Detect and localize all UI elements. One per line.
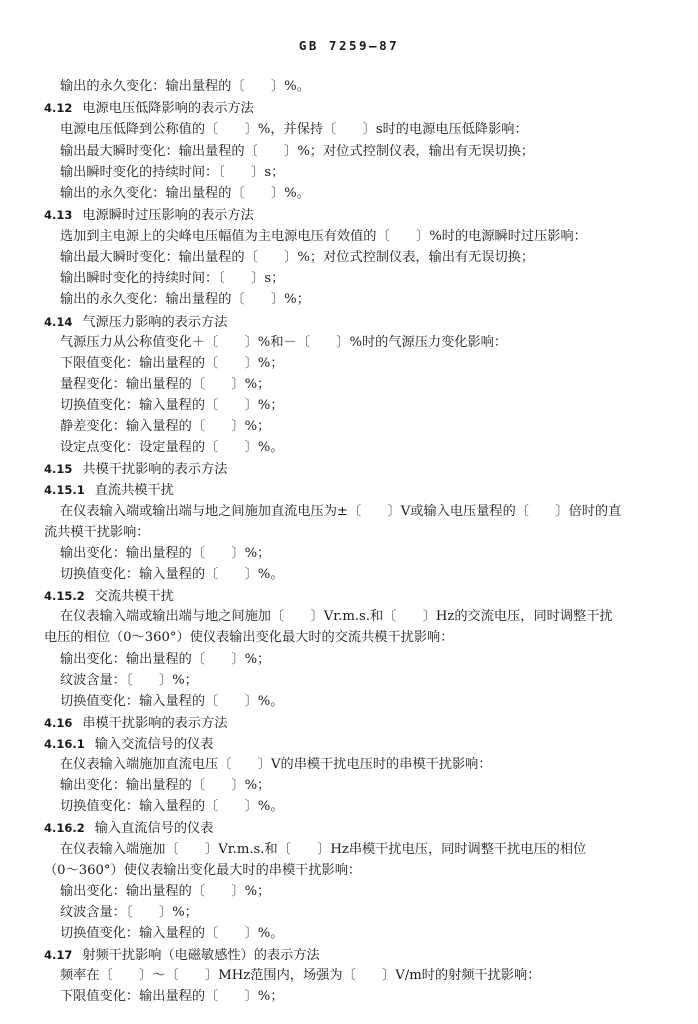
standard-header: GB 7259—87 bbox=[298, 38, 400, 53]
text-line: 输出瞬时变化的持续时间：〔 〕s； bbox=[60, 271, 285, 286]
text-line: 电压的相位（0～360°）使仪表输出变化最大时的交流共模干扰影响： bbox=[44, 630, 454, 645]
section-heading: 4.16 串模干扰影响的表示方法 bbox=[44, 716, 228, 731]
text-line: 下限值变化：输出量程的〔 〕%； bbox=[60, 356, 284, 371]
text-line: 设定点变化：设定量程的〔 〕%。 bbox=[60, 440, 284, 455]
text-line: 输出瞬时变化的持续时间：〔 〕s； bbox=[60, 165, 285, 180]
text-line: 切换值变化：输入量程的〔 〕%。 bbox=[60, 567, 284, 582]
section-heading: 4.14 气源压力影响的表示方法 bbox=[44, 315, 228, 330]
section-heading: 4.13 电源瞬时过压影响的表示方法 bbox=[44, 208, 254, 223]
text-line: 输出最大瞬时变化：输出量程的〔 〕%；对位式控制仪表，输出有无误切换； bbox=[60, 250, 535, 265]
text-line: 输出的永久变化：输出量程的〔 〕%； bbox=[60, 292, 310, 307]
text-line: 切换值变化：输入量程的〔 〕%。 bbox=[60, 926, 284, 941]
text-line: 气源压力从公称值变化＋〔 〕%和－〔 〕%时的气源压力变化影响： bbox=[60, 335, 508, 350]
section-heading: 4.15.2 交流共模干扰 bbox=[44, 589, 174, 604]
text-line: 输出的永久变化：输出量程的〔 〕%。 bbox=[60, 186, 310, 201]
section-heading: 4.17 射频干扰影响（电磁敏感性）的表示方法 bbox=[44, 948, 320, 963]
text-line: （0～360°）使仪表输出变化最大时的串模干扰影响： bbox=[44, 863, 362, 878]
section-heading: 4.12 电源电压低降影响的表示方法 bbox=[44, 101, 254, 116]
text-line: 下限值变化：输出量程的〔 〕%； bbox=[60, 989, 284, 1004]
text-line: 在仪表输入端或输出端与地之间施加〔 〕Vr.m.s.和〔 〕Hz的交流电压，同时调整干扰 bbox=[60, 609, 613, 624]
section-heading: 4.15 共模干扰影响的表示方法 bbox=[44, 462, 228, 477]
text-line: 在仪表输入端或输出端与地之间施加直流电压为±〔 〕V或输入电压量程的〔 〕倍时的直 bbox=[60, 504, 622, 519]
text-line: 频率在〔 〕～〔 〕MHz范围内，场强为〔 〕V/m时的射频干扰影响： bbox=[60, 968, 541, 983]
text-line: 纹波含量：〔 〕%； bbox=[60, 673, 198, 688]
text-line: 静差变化：输入量程的〔 〕%； bbox=[60, 419, 271, 434]
text-line: 输出变化：输出量程的〔 〕%； bbox=[60, 546, 271, 561]
text-line: 切换值变化：输入量程的〔 〕%； bbox=[60, 398, 284, 413]
text-line: 输出变化：输出量程的〔 〕%； bbox=[60, 652, 271, 667]
text-line: 输出变化：输出量程的〔 〕%； bbox=[60, 884, 271, 899]
text-line: 纹波含量：〔 〕%； bbox=[60, 905, 198, 920]
text-line: 输出的永久变化：输出量程的〔 〕%。 bbox=[60, 79, 310, 94]
section-heading: 4.15.1 直流共模干扰 bbox=[44, 483, 174, 498]
text-line: 输出最大瞬时变化：输出量程的〔 〕%；对位式控制仪表，输出有无误切换； bbox=[60, 144, 535, 159]
text-line: 在仪表输入端施加直流电压〔 〕V的串模干扰电压时的串模干扰影响： bbox=[60, 757, 492, 772]
section-heading: 4.16.1 输入交流信号的仪表 bbox=[44, 737, 214, 752]
text-line: 切换值变化：输入量程的〔 〕%。 bbox=[60, 799, 284, 814]
text-line: 在仪表输入端施加〔 〕Vr.m.s.和〔 〕Hz串模干扰电压，同时调整干扰电压的相位 bbox=[60, 842, 587, 857]
text-line: 量程变化：输出量程的〔 〕%； bbox=[60, 377, 271, 392]
text-line: 流共模干扰影响： bbox=[44, 525, 150, 540]
text-line: 选加到主电源上的尖峰电压幅值为主电源电压有效值的〔 〕%时的电源瞬时过压影响： bbox=[60, 229, 587, 244]
text-line: 切换值变化：输入量程的〔 〕%。 bbox=[60, 694, 284, 709]
text-line: 输出变化：输出量程的〔 〕%； bbox=[60, 778, 271, 793]
section-heading: 4.16.2 输入直流信号的仪表 bbox=[44, 821, 214, 836]
text-line: 电源电压低降到公称值的〔 〕%，并保持〔 〕s时的电源电压低降影响： bbox=[60, 122, 528, 137]
